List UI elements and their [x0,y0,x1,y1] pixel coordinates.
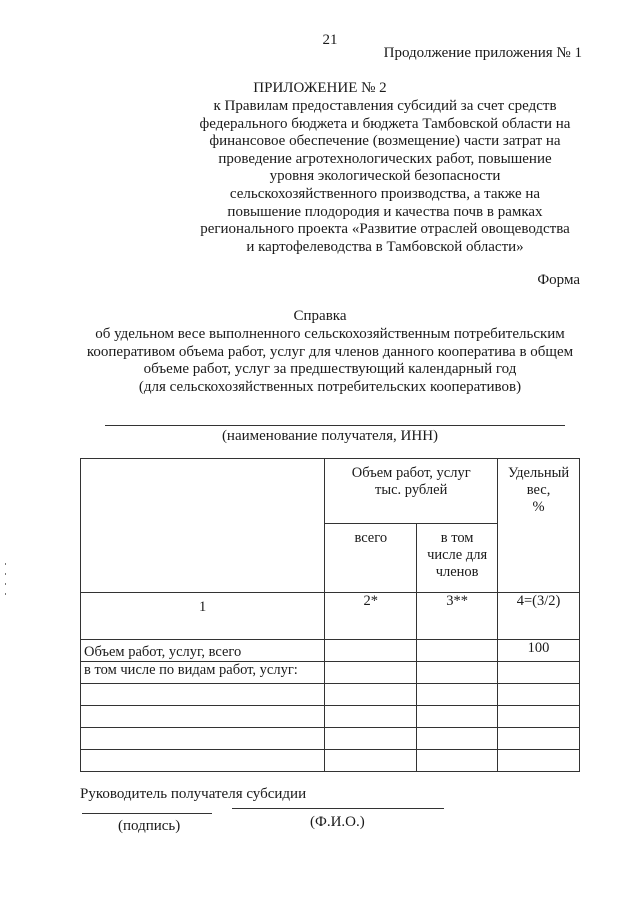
table-cell[interactable] [498,728,580,750]
reference-title: Справка [293,308,347,324]
reference-line: объеме работ, услуг за предшествующий календарный год [143,361,517,378]
appendix-line: федерального бюджета и бюджета Тамбовской области на [199,115,571,132]
continuation-note: Продолжение приложения № 1 [383,45,582,61]
table-cell[interactable] [81,750,325,772]
form-label: Форма [537,272,580,288]
table-cell[interactable] [417,684,498,706]
column-number-1: 1 [81,593,325,640]
table-cell[interactable] [498,662,580,684]
specific-weight-header [498,459,580,593]
appendix-line: проведение агротехнологических работ, повышение [218,150,552,167]
specific-weight-line: % [532,499,545,515]
table-cell[interactable] [498,750,580,772]
row-total-pct: 100 [498,640,580,662]
margin-marks [4,555,8,615]
table-cell[interactable] [417,706,498,728]
appendix-line: финансовое обеспечение (возмещение) части затрат на [209,133,561,150]
specific-weight-line: Удельный [507,465,570,481]
row-by-type-label: в том числе по видам работ, услуг: [81,662,325,684]
table-cell[interactable] [325,662,417,684]
column-number-3: 3** [417,593,498,640]
page-number: 21 [322,32,338,48]
table-cell[interactable] [81,684,325,706]
name-label: (Ф.И.О.) [310,814,365,830]
table-cell[interactable] [81,728,325,750]
members-line: в том [440,530,474,546]
appendix-line: сельскохозяйственного производства, а также на [229,185,541,202]
row-total-members[interactable] [417,640,498,662]
appendix-description [175,98,595,256]
volume-header-line: тыс. рублей [375,482,448,498]
table-cell[interactable] [325,684,417,706]
table-cell[interactable] [325,750,417,772]
data-table [80,458,580,772]
appendix-line: повышение плодородия и качества почв в рамках [227,203,543,220]
reference-line: об удельном весе выполненного сельскохозяйственным потребительским [95,326,565,342]
reference-line: кооперативом объема работ, услуг для членов данного кооператива в общем [86,343,574,360]
reference-subtitle [50,326,610,396]
table-cell[interactable] [417,662,498,684]
column-number-4: 4=(3/2) [498,593,580,640]
row-total-label: Объем работ, услуг, всего [81,640,325,662]
appendix-line: уровня экологической безопасности [269,168,501,185]
members-line: членов [435,564,479,580]
head-label: Руководитель получателя субсидии [80,786,307,802]
appendix-line: и картофелеводства в Тамбовской области» [246,238,524,255]
table-cell[interactable] [81,706,325,728]
reference-line: (для сельскохозяйственных потребительских кооперативов) [138,378,522,395]
header-blank-cell [81,459,325,593]
total-subheader: всего [325,524,417,593]
members-line: числе для [427,547,488,563]
name-line[interactable] [232,808,444,809]
row-total-all[interactable] [325,640,417,662]
specific-weight-line: вес, [526,482,551,498]
appendix-line: регионального проекта «Развитие отраслей овощеводства [200,221,570,238]
table-cell[interactable] [498,706,580,728]
table-cell[interactable] [417,728,498,750]
members-subheader [417,524,498,593]
volume-header-line: Объем работ, услуг [351,465,471,481]
volume-header [325,459,498,524]
table-cell[interactable] [498,684,580,706]
signature-line[interactable] [82,813,212,814]
table-cell[interactable] [325,706,417,728]
appendix-title: ПРИЛОЖЕНИЕ № 2 [253,80,387,96]
signature-label: (подпись) [118,818,181,834]
column-number-2: 2* [325,593,417,640]
table-cell[interactable] [417,750,498,772]
appendix-line: к Правилам предоставления субсидий за счет средств [213,98,557,114]
recipient-label: (наименование получателя, ИНН) [221,428,439,444]
recipient-line[interactable] [105,425,565,426]
table-cell[interactable] [325,728,417,750]
